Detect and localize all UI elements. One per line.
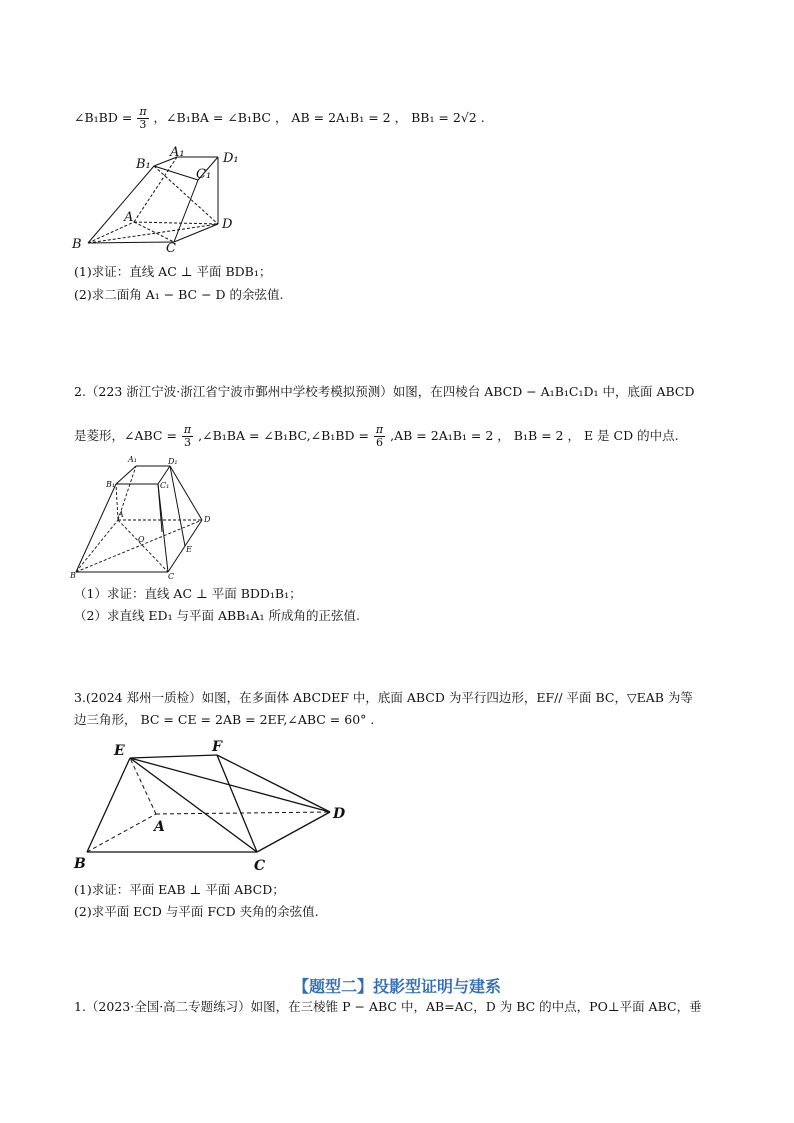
fig3-label-b: B <box>74 856 86 872</box>
fig1-label-c1: C₁ <box>196 167 212 182</box>
figure-2-frustum <box>68 454 218 584</box>
fig2-label-d: D <box>204 515 211 524</box>
fig2-label-a: A <box>118 510 124 519</box>
fig1-label-c: C <box>166 241 176 252</box>
p3-question-2: (2)求平面 ECD 与平面 FCD 夹角的余弦值. <box>74 904 319 919</box>
fig2-label-b: B <box>70 571 76 580</box>
p2-fraction-2: $\frac{\pi}{6}$ <box>375 423 384 449</box>
p2-intro: 2.（223 浙江宁波·浙江省宁波市鄞州中学校考模拟预测）如图，在四棱台 ABCD − A₁B₁C₁D₁ 中，底面 ABCD <box>74 384 695 399</box>
fig3-label-d: D <box>333 806 346 822</box>
p2-given-b: ,∠B₁BA = ∠B₁BC,∠B₁BD = <box>198 428 369 443</box>
fig2-label-d1: D₁ <box>168 457 178 466</box>
p1-fraction: $\frac{\pi}{3}$ <box>139 105 147 131</box>
figure-3-polyhedron <box>70 738 350 872</box>
p2-given-line <box>74 424 679 449</box>
fig1-label-d1: D₁ <box>223 151 239 166</box>
fig2-label-e: E <box>186 545 192 554</box>
fig1-label-a: A <box>124 210 134 225</box>
p3-intro: 3.(2024 郑州一质检）如图，在多面体 ABCDEF 中，底面 ABCD 为平行四边形，EF// 平面 BC，▽EAB 为等 <box>74 690 693 705</box>
p2-given-c: ,AB = 2A₁B₁ = 2 ， B₁B = 2 ， E 是 CD 的中点. <box>390 428 679 443</box>
section-title: 【题型二】投影型证明与建系 <box>292 977 501 996</box>
fig1-label-b: B <box>72 237 82 252</box>
p2-fraction-1: $\frac{\pi}{3}$ <box>183 423 192 449</box>
fig1-label-b1: B₁ <box>136 157 151 172</box>
fig3-label-c: C <box>254 858 266 872</box>
fig2-label-c: C <box>168 572 175 581</box>
fig1-label-a1: A₁ <box>170 145 185 160</box>
fig3-label-a: A <box>154 819 165 835</box>
fig2-label-a1: A₁ <box>128 455 137 464</box>
p2-question-2: （2）求直线 ED₁ 与平面 ABB₁A₁ 所成角的正弦值. <box>74 608 360 623</box>
fig2-label-c1: C₁ <box>160 481 170 490</box>
fig2-label-o: O <box>138 535 145 544</box>
fig1-label-d: D <box>222 217 233 232</box>
p2-given-a: 是菱形，∠ABC = <box>74 428 177 443</box>
p3-given-line: 边三角形， BC = CE = 2AB = 2EF,∠ABC = 60° . <box>74 712 375 727</box>
p2-question-1: （1）求证：直线 AC ⊥ 平面 BDD₁B₁； <box>74 586 302 601</box>
figure-1-frustum <box>70 144 250 252</box>
p4-intro: 1.（2023·全国·高二专题练习）如图，在三棱锥 P − ABC 中，AB=AC，D 为 BC 的中点，PO⊥平面 ABC，垂 <box>74 999 702 1014</box>
fig3-label-e: E <box>114 743 125 759</box>
p1-question-1: (1)求证：直线 AC ⊥ 平面 BDB₁； <box>74 264 272 279</box>
p1-given-b: ，∠B₁BA = ∠B₁BC ， AB = 2A₁B₁ = 2 ， BB₁ = 2√2 . <box>153 110 485 125</box>
p1-given-line <box>74 106 485 131</box>
p1-question-2: (2)求二面角 A₁ − BC − D 的余弦值. <box>74 287 284 302</box>
fig2-label-b1: B₁ <box>106 480 116 489</box>
fig3-label-f: F <box>212 739 222 755</box>
p3-question-1: (1)求证：平面 EAB ⊥ 平面 ABCD； <box>74 882 285 897</box>
p1-given-a: ∠B₁BD = <box>74 110 133 125</box>
